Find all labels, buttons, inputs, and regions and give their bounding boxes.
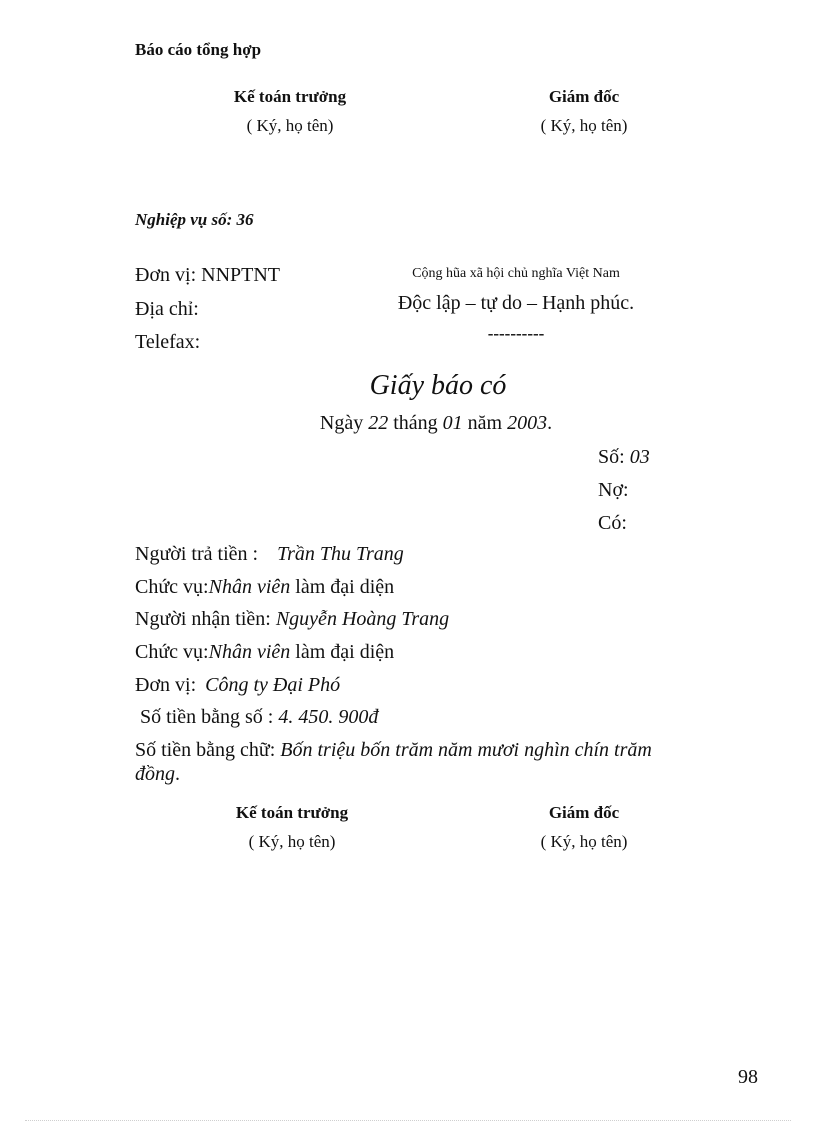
document-date <box>320 412 552 435</box>
address-line: Địa chỉ: <box>135 298 199 320</box>
page-bottom-rule <box>25 1120 791 1121</box>
amount-number-value: 4. 450. 900đ <box>278 706 379 728</box>
signature-title: Kế toán trưởng <box>233 87 347 106</box>
amount-words-cont: đồng <box>135 763 175 785</box>
number-value: 03 <box>629 446 650 468</box>
signature-subtitle: ( Ký, họ tên) <box>246 116 334 135</box>
amount-words-label: Số tiền bằng chữ: <box>135 739 276 761</box>
payer-label: Người trả tiền : <box>135 543 259 565</box>
signature-block-director-top <box>474 87 694 136</box>
page-number: 98 <box>738 1066 758 1088</box>
amount-words-line <box>135 739 652 762</box>
report-title: Báo cáo tổng hợp <box>135 40 262 59</box>
credit-label: Có: <box>598 512 627 534</box>
amount-number-label: Số tiền bằng số : <box>140 706 274 728</box>
position-label: Chức vụ: <box>135 576 209 598</box>
position-value: Nhân viên <box>208 576 291 598</box>
position-suffix: làm đại diện <box>295 576 395 598</box>
payer-line <box>135 543 404 566</box>
amount-words-value: Bốn triệu bốn trăm năm mươi nghìn chín trăm <box>280 739 652 761</box>
date-year-word: năm <box>467 412 503 434</box>
signature-subtitle: ( Ký, họ tên) <box>540 832 628 851</box>
date-end: . <box>547 412 553 434</box>
signature-title: Giám đốc <box>548 87 620 106</box>
position-suffix: làm đại diện <box>295 641 395 663</box>
receiver-position-line <box>135 641 394 664</box>
payer-value: Trần Thu Trang <box>277 543 404 565</box>
date-prefix: Ngày <box>319 412 364 434</box>
document-number <box>598 446 650 469</box>
payer-position-line <box>135 576 394 599</box>
unit-value: Công ty Đại Phó <box>205 674 341 696</box>
receiver-value: Nguyễn Hoàng Trang <box>275 608 450 630</box>
debit-label: Nợ: <box>598 479 629 501</box>
signature-block-chief-accountant-top <box>180 87 400 136</box>
unit-label: Đơn vị: <box>135 674 197 696</box>
receiver-label: Người nhận tiền: <box>135 608 271 630</box>
telefax-line: Telefax: <box>135 331 201 353</box>
signature-title: Kế toán trưởng <box>235 803 349 822</box>
unit-line: Đơn vị: NNPTNT <box>135 264 281 286</box>
document-title: Giấy báo có <box>369 370 507 401</box>
signature-block-director-bottom <box>474 803 694 852</box>
receiver-line <box>135 608 449 631</box>
position-label: Chức vụ: <box>135 641 209 663</box>
unit-detail-line <box>135 674 340 697</box>
position-value: Nhân viên <box>208 641 291 663</box>
signature-subtitle: ( Ký, họ tên) <box>540 116 628 135</box>
signature-subtitle: ( Ký, họ tên) <box>248 832 336 851</box>
nation-heading: Cộng hũa xã hội chủ nghĩa Việt Nam <box>412 266 620 281</box>
transaction-label: Nghiệp vụ số: 36 <box>135 210 254 229</box>
date-month-word: tháng <box>393 412 438 434</box>
amount-number-line <box>140 706 378 729</box>
motto-divider: ---------- <box>487 324 545 343</box>
signature-title: Giám đốc <box>548 803 620 822</box>
date-month: 01 <box>442 412 463 434</box>
number-label: Số: <box>598 446 625 468</box>
amount-words-end: . <box>175 763 180 785</box>
amount-words-continuation <box>135 763 180 786</box>
national-motto: Độc lập – tự do – Hạnh phúc. <box>397 292 635 314</box>
date-year: 2003 <box>507 412 548 434</box>
signature-block-chief-accountant-bottom <box>182 803 402 852</box>
date-day: 22 <box>368 412 389 434</box>
